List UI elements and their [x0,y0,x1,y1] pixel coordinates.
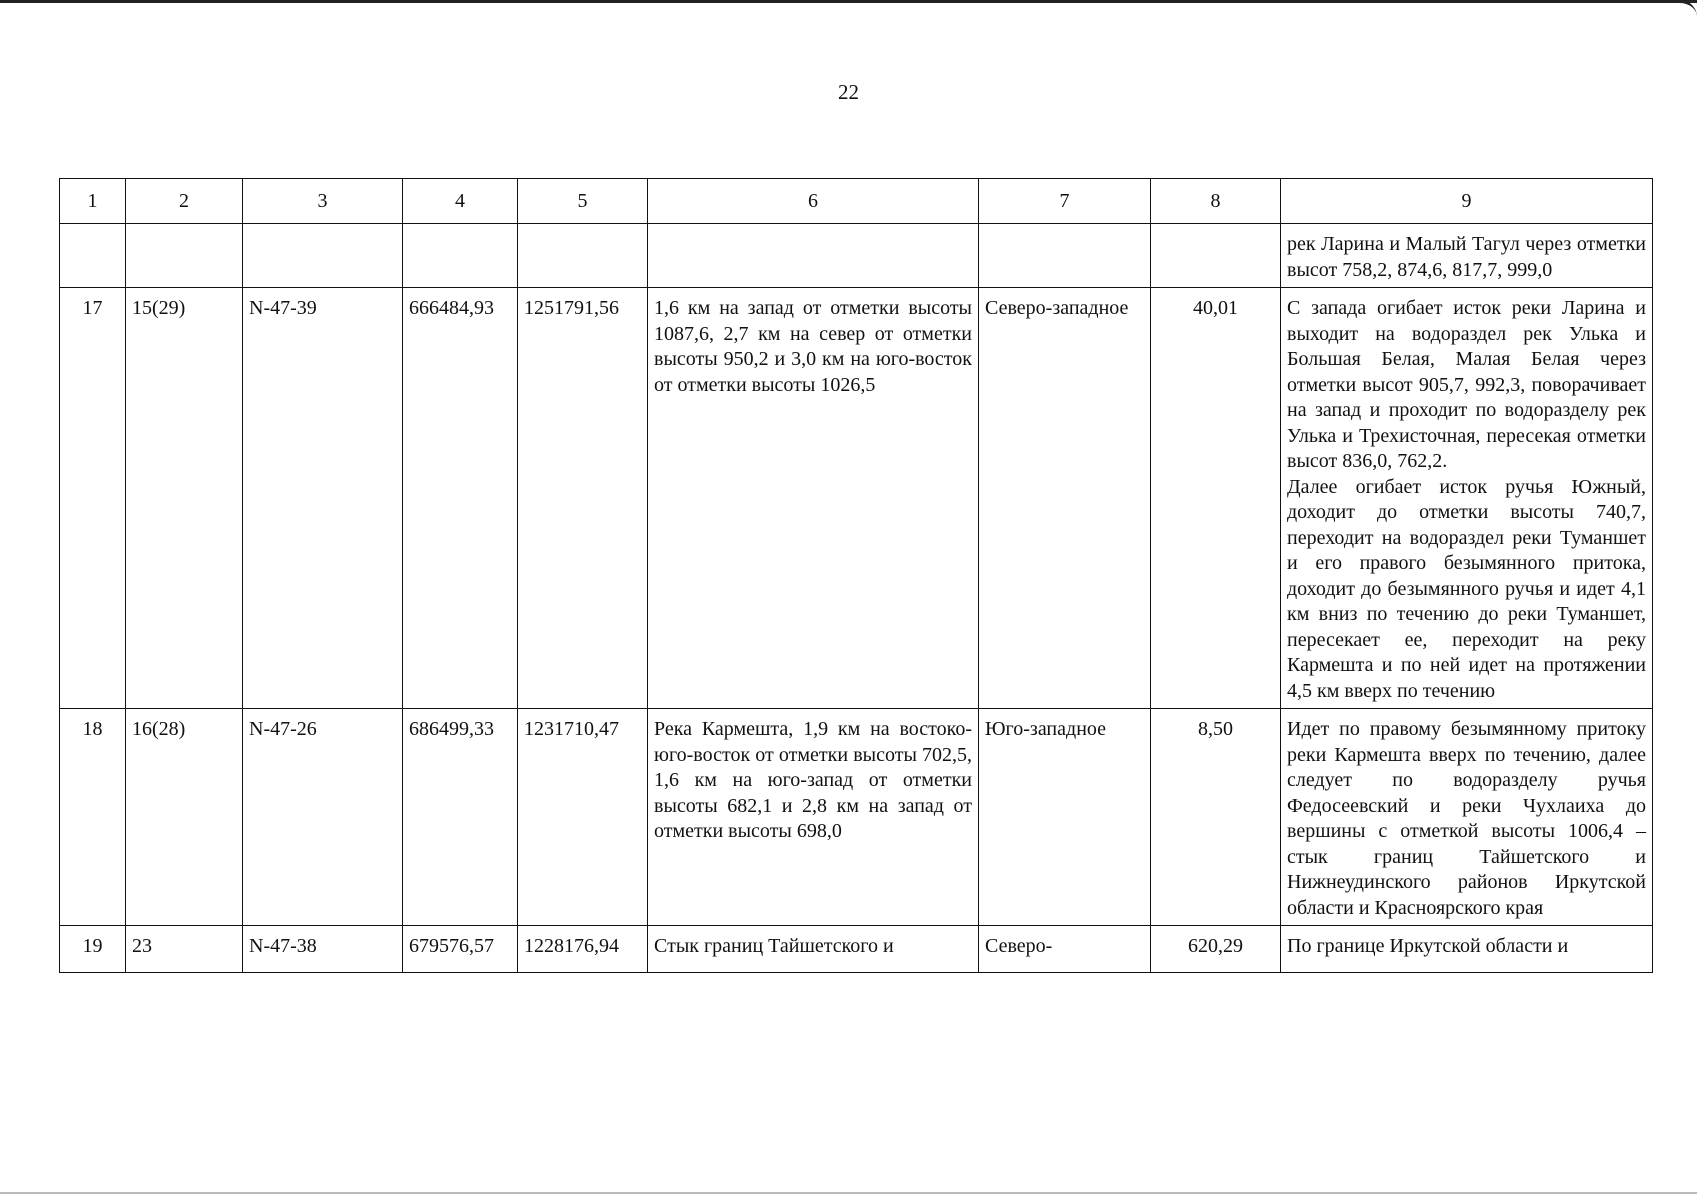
cell-point [126,224,243,288]
cell-y: 1251791,56 [518,288,648,709]
cell-direction [979,224,1151,288]
cell-description [1281,288,1653,709]
column-header: 4 [403,179,518,224]
cell-length: 40,01 [1151,288,1281,709]
cell-sheet: N-47-26 [243,709,403,926]
cell-x: 679576,57 [403,926,518,973]
cell-direction: Северо- [979,926,1151,973]
cell-y: 1228176,94 [518,926,648,973]
cell-location: Река Кармешта, 1,9 км на востоко-юго-восток от отметки высоты 702,5, 1,6 км на юго-запад от отметки высоты 682,1 и 2,8 км на запад от отметки высоты 698,0 [648,709,979,926]
cell-length: 8,50 [1151,709,1281,926]
cell-description: По границе Иркутской области и [1281,926,1653,973]
scan-edge-bottom [0,1192,1697,1194]
column-header: 3 [243,179,403,224]
column-header: 1 [60,179,126,224]
description-paragraph: Далее огибает исток ручья Южный, доходит до отметки высоты 740,7, переходит на водораздел реки Туманшет и его правого безымянного притока, доходит до безымянного ручья и идет 4,1 км вниз по течению до реки Туманшет, пересекает ее, переходит на реку Кармешта и по ней идет на протяжении 4,5 км вверх по течению [1287,475,1646,702]
cell-number: 17 [60,288,126,709]
cell-number [60,224,126,288]
scan-edge-top [0,0,1697,3]
table-row [60,709,1653,926]
cell-sheet: N-47-38 [243,926,403,973]
cell-number: 18 [60,709,126,926]
table-row [60,288,1653,709]
cell-y: 1231710,47 [518,709,648,926]
table-header-row [60,179,1653,224]
cell-direction: Юго-западное [979,709,1151,926]
page-number: 22 [838,80,859,104]
cell-description: Идет по правому безымянному притоку реки Кармешта вверх по течению, далее следует по водоразделу ручья Федосеевский и реки Чухлаиха до вершины с отметкой высоты 1006,4 – стык границ Тайшетского и Нижнеудинского районов Иркутской области и Красноярского края [1281,709,1653,926]
column-header: 9 [1281,179,1653,224]
table-row [60,926,1653,973]
cell-point: 15(29) [126,288,243,709]
cell-x: 686499,33 [403,709,518,926]
column-header: 6 [648,179,979,224]
scan-edge-corner [1637,0,1697,17]
cell-location: Стык границ Тайшетского и [648,926,979,973]
column-header: 7 [979,179,1151,224]
cell-description: рек Ларина и Малый Тагул через отметки высот 758,2, 874,6, 817,7, 999,0 [1281,224,1653,288]
cell-point: 23 [126,926,243,973]
cell-point: 16(28) [126,709,243,926]
boundary-table [59,178,1653,973]
cell-location [648,224,979,288]
cell-direction: Северо-западное [979,288,1151,709]
column-header: 5 [518,179,648,224]
cell-length [1151,224,1281,288]
description-paragraph: С запада огибает исток реки Ларина и выходит на водораздел рек Улька и Большая Белая, Малая Белая через отметки высот 905,7, 992,3, поворачивает на запад и проходит по водоразделу рек Улька и Трехисточная, пересекая отметки высот 836,0, 762,2. [1287,297,1646,472]
cell-location: 1,6 км на запад от отметки высоты 1087,6, 2,7 км на север от отметки высоты 950,2 и 3,0 км на юго-восток от отметки высоты 1026,5 [648,288,979,709]
table-row [60,224,1653,288]
cell-x [403,224,518,288]
cell-x: 666484,93 [403,288,518,709]
column-header: 2 [126,179,243,224]
cell-length: 620,29 [1151,926,1281,973]
column-header: 8 [1151,179,1281,224]
cell-y [518,224,648,288]
cell-sheet: N-47-39 [243,288,403,709]
cell-number: 19 [60,926,126,973]
cell-sheet [243,224,403,288]
